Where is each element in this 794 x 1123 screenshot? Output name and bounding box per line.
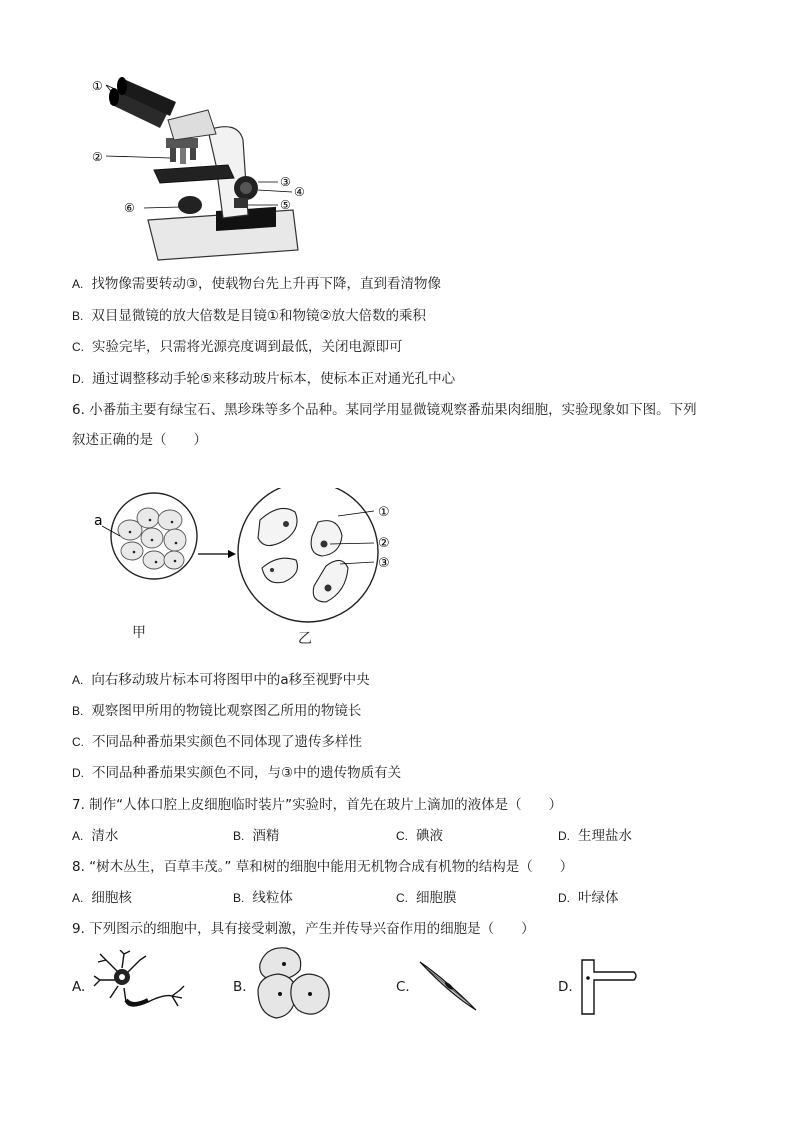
neuron-image	[88, 950, 188, 1020]
caption-jia: 甲	[132, 625, 146, 641]
callout-2: ②	[92, 150, 103, 164]
q6-option-c: C. 不同品种番茄果实颜色不同体现了遗传多样性	[72, 734, 362, 750]
q5-option-a: A. 找物像需要转动③，使载物台先上升再下降，直到看清物像	[72, 276, 441, 292]
q8-option-d: D. 叶绿体	[558, 890, 619, 906]
q6-stem-line2: 叙述正确的是（ ）	[72, 432, 207, 448]
q7-option-a: A. 清水	[72, 828, 119, 844]
q5-option-b: B. 双目显微镜的放大倍数是目镜①和物镜②放大倍数的乘积	[72, 308, 427, 324]
tomato-cells-figure	[90, 488, 410, 643]
callout-1: ①	[92, 79, 103, 93]
q9-option-b-label: B.	[233, 979, 247, 995]
q5-option-d: D. 通过调整移动手轮⑤来移动玻片标本，使标本正对通光孔中心	[72, 371, 456, 387]
label-a: a	[94, 513, 103, 529]
callout-3: ③	[280, 175, 291, 189]
q8-option-c: C. 细胞膜	[396, 890, 457, 906]
callout-4: ④	[294, 185, 305, 199]
q6-option-d: D. 不同品种番茄果实颜色不同，与③中的遗传物质有关	[72, 765, 402, 781]
callout-cell-3: ③	[378, 556, 390, 571]
q5-option-c: C. 实验完毕，只需将光源亮度调到最低，关闭电源即可	[72, 339, 403, 355]
caption-yi: 乙	[298, 631, 312, 647]
microscope-figure	[88, 70, 328, 265]
callout-cell-2: ②	[378, 536, 390, 551]
q7-option-c: C. 碘液	[396, 828, 443, 844]
q7-option-b: B. 酒精	[233, 828, 280, 844]
q6-option-b: B. 观察图甲所用的物镜比观察图乙所用的物镜长	[72, 703, 362, 719]
q9-stem: 9. 下列图示的细胞中，具有接受刺激，产生并传导兴奋作用的细胞是（ ）	[72, 921, 535, 937]
callout-5: ⑤	[280, 198, 291, 212]
muscle-cell-image	[416, 958, 480, 1014]
callout-cell-1: ①	[378, 505, 390, 520]
root-hair-cell-image	[576, 956, 640, 1018]
callout-6: ⑥	[124, 201, 135, 215]
q6-stem-line1: 6. 小番茄主要有绿宝石、黑珍珠等多个品种。某同学用显微镜观察番茄果肉细胞，实验现象如下图。下列	[72, 402, 697, 418]
epithelial-cells-image	[252, 944, 334, 1024]
q9-option-d-label: D.	[558, 979, 573, 995]
q8-option-a: A. 细胞核	[72, 890, 132, 906]
q9-option-a-label: A.	[72, 979, 86, 995]
q8-stem: 8. “树木丛生，百草丰茂。” 草和树的细胞中能用无机物合成有机物的结构是（ ）	[72, 859, 574, 875]
q6-option-a: A. 向右移动玻片标本可将图甲中的a移至视野中央	[72, 672, 370, 688]
q7-stem: 7. 制作“人体口腔上皮细胞临时装片”实验时，首先在玻片上滴加的液体是（ ）	[72, 797, 563, 813]
q8-option-b: B. 线粒体	[233, 890, 293, 906]
q9-option-c-label: C.	[396, 979, 410, 995]
q7-option-d: D. 生理盐水	[558, 828, 632, 844]
